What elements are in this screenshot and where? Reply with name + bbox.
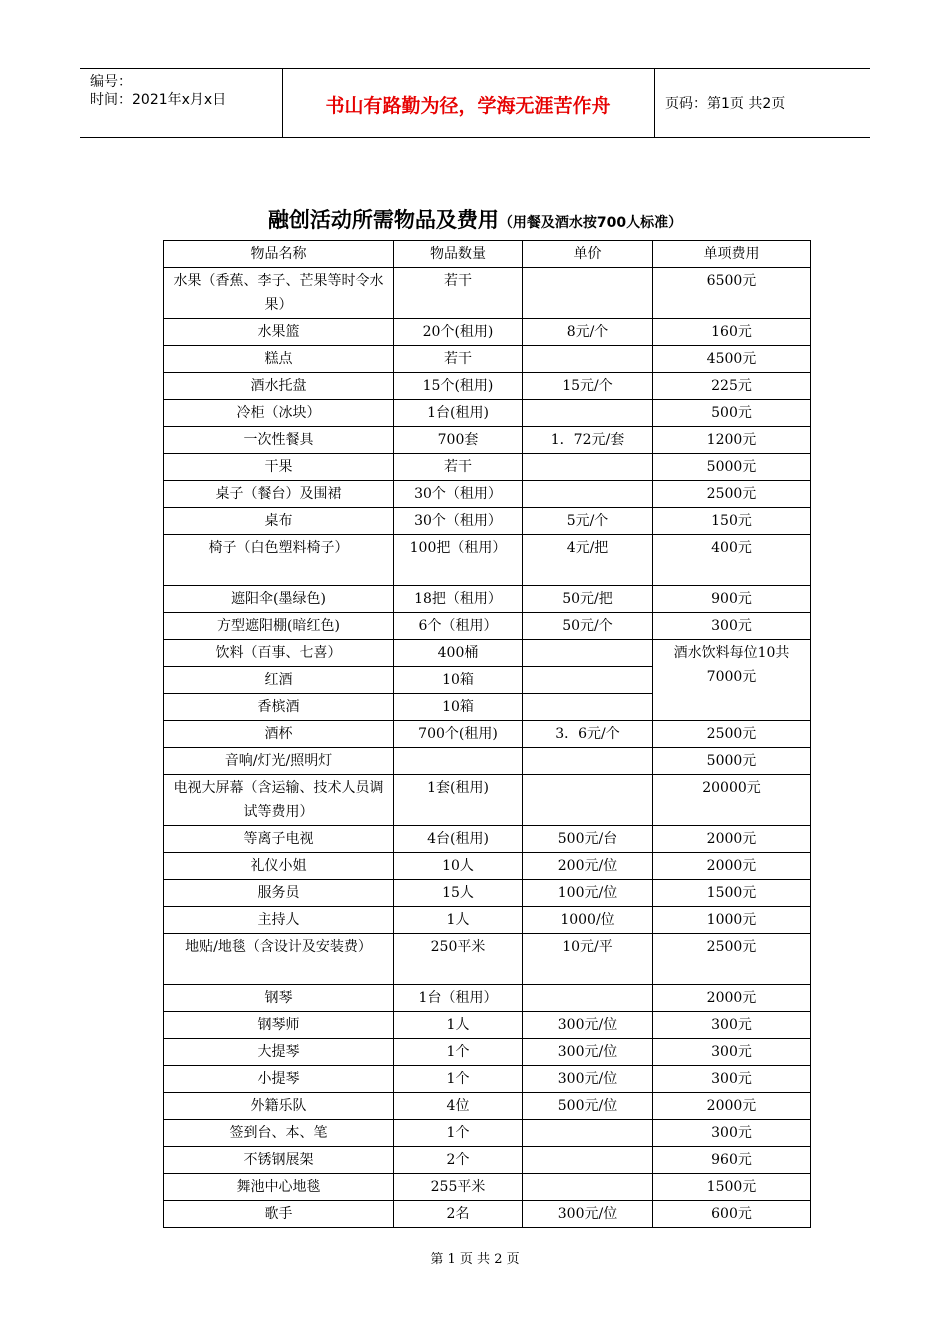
table-row [164, 586, 811, 613]
table-row [164, 826, 811, 853]
cell-name: 遮阳伞(墨绿色) [164, 586, 394, 613]
cell-name: 签到台、本、笔 [164, 1120, 394, 1147]
cell-cost: 1200元 [653, 427, 811, 454]
cell-cost: 2000元 [653, 853, 811, 880]
cell-name: 酒杯 [164, 721, 394, 748]
cell-cost: 300元 [653, 1120, 811, 1147]
cell-qty: 10人 [394, 853, 523, 880]
cell-qty: 700套 [394, 427, 523, 454]
cell-qty: 1台（租用） [394, 985, 523, 1012]
cell-cost: 2000元 [653, 985, 811, 1012]
cell-price [523, 640, 653, 667]
cell-name: 外籍乐队 [164, 1093, 394, 1120]
table-row [164, 613, 811, 640]
cell-name: 歌手 [164, 1201, 394, 1228]
table-row [164, 985, 811, 1012]
table-header-row [164, 241, 811, 268]
cell-name: 大提琴 [164, 1039, 394, 1066]
cell-name: 饮料（百事、七喜） [164, 640, 394, 667]
cell-name: 音响/灯光/照明灯 [164, 748, 394, 775]
cell-price [523, 1120, 653, 1147]
items-table [163, 240, 811, 1228]
title-main: 融创活动所需物品及费用 [267, 208, 499, 232]
table-row [164, 319, 811, 346]
header-cell-qty: 物品数量 [394, 241, 523, 268]
cell-qty: 20个(租用) [394, 319, 523, 346]
cell-name: 方型遮阳棚(暗红色) [164, 613, 394, 640]
cell-price [523, 454, 653, 481]
header-meta [90, 73, 226, 109]
cell-price: 300元/位 [523, 1066, 653, 1093]
cell-qty: 250平米 [394, 934, 523, 985]
cell-name: 香槟酒 [164, 694, 394, 721]
cell-price: 100元/位 [523, 880, 653, 907]
cell-qty: 10箱 [394, 667, 523, 694]
cell-cost: 960元 [653, 1147, 811, 1174]
cell-cost: 300元 [653, 1066, 811, 1093]
cell-name: 主持人 [164, 907, 394, 934]
header-motto: 书山有路勤为径，学海无涯苦作舟 [325, 95, 611, 117]
cell-cost: 300元 [653, 1039, 811, 1066]
cell-price: 10元/平 [523, 934, 653, 985]
cell-price: 50元/个 [523, 613, 653, 640]
page-footer: 第 1 页 共 2 页 [430, 1252, 520, 1267]
cell-cost: 1500元 [653, 1174, 811, 1201]
cell-name: 水果篮 [164, 319, 394, 346]
cell-qty: 1人 [394, 1012, 523, 1039]
table-row [164, 1093, 811, 1120]
cell-qty: 1台(租用) [394, 400, 523, 427]
time-label: 时间：2021年x月x日 [90, 92, 227, 108]
cell-qty: 30个（租用） [394, 508, 523, 535]
cell-qty: 4位 [394, 1093, 523, 1120]
cell-name: 糕点 [164, 346, 394, 373]
page-info: 页码：第1页 共2页 [665, 96, 786, 112]
cell-qty: 1个 [394, 1066, 523, 1093]
cell-qty: 若干 [394, 454, 523, 481]
cell-price: 300元/位 [523, 1012, 653, 1039]
cell-price: 50元/把 [523, 586, 653, 613]
cell-name: 红酒 [164, 667, 394, 694]
cell-price: 3．6元/个 [523, 721, 653, 748]
cell-price [523, 268, 653, 319]
cell-qty: 255平米 [394, 1174, 523, 1201]
header-cell-cost: 单项费用 [653, 241, 811, 268]
cell-cost: 500元 [653, 400, 811, 427]
cell-price [523, 775, 653, 826]
number-label: 编号： [90, 74, 132, 90]
table-row [164, 427, 811, 454]
cell-cost: 20000元 [653, 775, 811, 826]
cell-cost: 2500元 [653, 721, 811, 748]
table-row [164, 1012, 811, 1039]
cell-name: 酒水托盘 [164, 373, 394, 400]
table-row [164, 400, 811, 427]
cell-cost: 2500元 [653, 481, 811, 508]
title-sub: （用餐及酒水按700人标准） [498, 215, 683, 231]
cell-qty: 1人 [394, 907, 523, 934]
cell-price [523, 481, 653, 508]
cell-qty: 30个（租用） [394, 481, 523, 508]
cell-qty: 15个(租用) [394, 373, 523, 400]
cell-name: 干果 [164, 454, 394, 481]
document-header [80, 68, 870, 138]
cell-price: 500元/位 [523, 1093, 653, 1120]
cell-name: 电视大屏幕（含运输、技术人员调试等费用） [164, 775, 394, 826]
document-title [0, 204, 950, 234]
table-row [164, 373, 811, 400]
cell-qty: 2个 [394, 1147, 523, 1174]
cell-qty: 6个（租用） [394, 613, 523, 640]
cell-cost: 300元 [653, 613, 811, 640]
cell-price [523, 346, 653, 373]
cell-name: 礼仪小姐 [164, 853, 394, 880]
cell-cost: 2000元 [653, 1093, 811, 1120]
table-row [164, 934, 811, 985]
cell-name: 钢琴师 [164, 1012, 394, 1039]
cell-price: 300元/位 [523, 1201, 653, 1228]
header-cell-price: 单价 [523, 241, 653, 268]
cell-price [523, 400, 653, 427]
cell-name: 等离子电视 [164, 826, 394, 853]
cell-cost: 1000元 [653, 907, 811, 934]
table-row [164, 853, 811, 880]
cell-name: 桌子（餐台）及围裙 [164, 481, 394, 508]
table-row [164, 268, 811, 319]
cell-price: 15元/个 [523, 373, 653, 400]
table-row [164, 1039, 811, 1066]
table-row [164, 1120, 811, 1147]
cell-price: 5元/个 [523, 508, 653, 535]
cell-price: 1000/位 [523, 907, 653, 934]
cell-qty: 若干 [394, 268, 523, 319]
table-row [164, 640, 811, 667]
header-divider [654, 69, 655, 137]
cell-qty: 100把（租用） [394, 535, 523, 586]
cell-price [523, 985, 653, 1012]
cell-price [523, 1147, 653, 1174]
cell-name: 椅子（白色塑料椅子） [164, 535, 394, 586]
cell-price: 300元/位 [523, 1039, 653, 1066]
cell-cost: 4500元 [653, 346, 811, 373]
cell-price [523, 667, 653, 694]
cell-qty: 1个 [394, 1039, 523, 1066]
cell-cost: 1500元 [653, 880, 811, 907]
cell-price: 1．72元/套 [523, 427, 653, 454]
cell-name: 不锈钢展架 [164, 1147, 394, 1174]
cell-cost: 2000元 [653, 826, 811, 853]
table-row [164, 880, 811, 907]
header-cell-name: 物品名称 [164, 241, 394, 268]
cell-name: 地贴/地毯（含设计及安装费） [164, 934, 394, 985]
cell-cost: 2500元 [653, 934, 811, 985]
table-row [164, 535, 811, 586]
cell-name: 舞池中心地毯 [164, 1174, 394, 1201]
cell-qty: 2名 [394, 1201, 523, 1228]
cell-cost: 900元 [653, 586, 811, 613]
cell-price [523, 1174, 653, 1201]
cell-cost-merged: 酒水饮料每位10共7000元 [653, 640, 811, 721]
cell-price [523, 694, 653, 721]
table-row [164, 721, 811, 748]
cell-name: 水果（香蕉、李子、芒果等时令水果） [164, 268, 394, 319]
cell-qty: 若干 [394, 346, 523, 373]
cell-qty: 400桶 [394, 640, 523, 667]
cell-qty: 700个(租用) [394, 721, 523, 748]
cell-price: 200元/位 [523, 853, 653, 880]
table-row [164, 1174, 811, 1201]
cell-name: 服务员 [164, 880, 394, 907]
cell-price: 8元/个 [523, 319, 653, 346]
cell-cost: 150元 [653, 508, 811, 535]
cell-cost: 6500元 [653, 268, 811, 319]
cell-qty [394, 748, 523, 775]
table-row [164, 454, 811, 481]
cell-price [523, 748, 653, 775]
cell-cost: 600元 [653, 1201, 811, 1228]
cell-name: 桌布 [164, 508, 394, 535]
table-row [164, 1066, 811, 1093]
cell-name: 冷柜（冰块） [164, 400, 394, 427]
cell-qty: 1套(租用) [394, 775, 523, 826]
cell-name: 一次性餐具 [164, 427, 394, 454]
cell-cost: 160元 [653, 319, 811, 346]
cell-name: 小提琴 [164, 1066, 394, 1093]
cell-qty: 10箱 [394, 694, 523, 721]
cell-cost: 300元 [653, 1012, 811, 1039]
table-row [164, 1147, 811, 1174]
table-row [164, 748, 811, 775]
table-row [164, 508, 811, 535]
cell-cost: 400元 [653, 535, 811, 586]
cell-qty: 4台(租用) [394, 826, 523, 853]
cell-price: 4元/把 [523, 535, 653, 586]
table-row [164, 481, 811, 508]
cell-cost: 225元 [653, 373, 811, 400]
cell-qty: 15人 [394, 880, 523, 907]
cell-qty: 18把（租用） [394, 586, 523, 613]
table-row [164, 775, 811, 826]
cell-price: 500元/台 [523, 826, 653, 853]
cell-name: 钢琴 [164, 985, 394, 1012]
cell-qty: 1个 [394, 1120, 523, 1147]
table-row [164, 1201, 811, 1228]
cell-cost: 5000元 [653, 748, 811, 775]
table-row [164, 346, 811, 373]
cell-cost: 5000元 [653, 454, 811, 481]
table-row [164, 907, 811, 934]
